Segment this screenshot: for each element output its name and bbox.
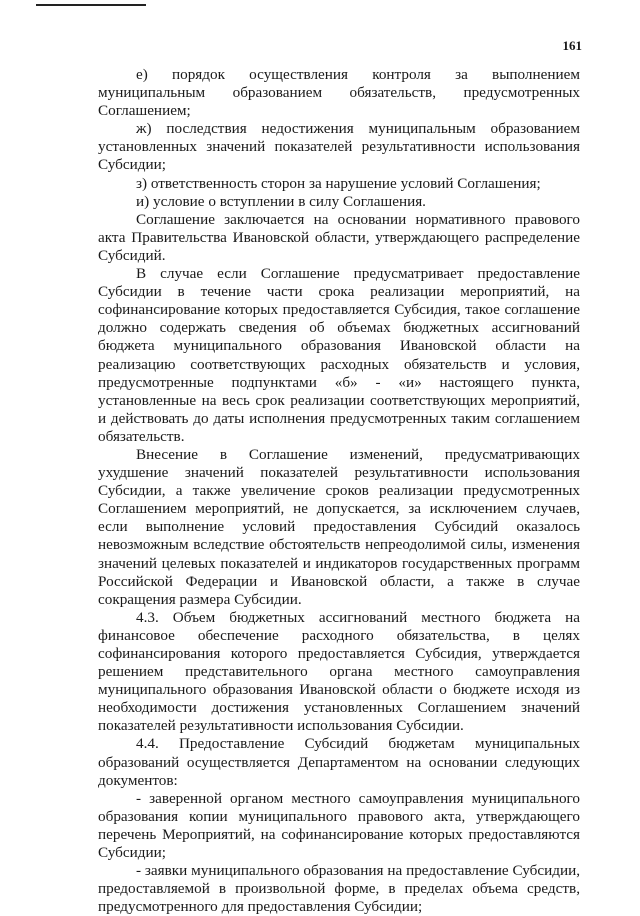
paragraph-partial-term: В случае если Соглашение предусматривает предоставление Субсидии в течение части срока реализации мероприятий, на софинансирование которых предоставляется Субсидия, такое соглашение должно содержать сведения об объемах бюджетных ассигнований бюджета муниципального образования Ивановской области на реализацию соответствующих расходных обязательств и условия, предусмотренные подпунктами «б» - «и» настоящего пункта, установленные на весь срок реализации соответствующих мероприятий, и действовать до даты исполнения предусмотренных таким соглашением обязательств.	[98, 265, 580, 445]
paragraph-dash-certified-copy: - заверенной органом местного самоуправления муниципального образования копии муниципального правового акта, утверждающего перечень Мероприятий, на софинансирование которых предоставляются Субсидии;	[98, 789, 580, 862]
paragraph-amendments: Внесение в Соглашение изменений, предусматривающих ухудшение значений показателей результативности использования Субсидии, а также увеличение сроков реализации предусмотренных Соглашением мероприятий, не допускается, за исключением случаев, если выполнение условий предоставления Субсидий оказалось невозможным вследствие обстоятельств непреодолимой силы, изменения значений целевых показателей и индикаторов государственных программ Российской Федерации и Ивановской области, а также в случае сокращения размера Субсидии.	[98, 445, 580, 608]
paragraph-agreement-basis: Соглашение заключается на основании нормативного правового акта Правительства Ивановской области, утверждающего распределение Субсидий.	[98, 210, 580, 264]
paragraph-item-i: и) условие о вступлении в силу Соглашения.	[136, 192, 426, 210]
top-rule-decoration	[36, 4, 146, 6]
paragraph-section-4-3: 4.3. Объем бюджетных ассигнований местного бюджета на финансовое обеспечение расходного обязательства, в целях софинансирования которого предоставляется Субсидия, утверждается решением представительного органа местного самоуправления муниципального образования Ивановской области о бюджете исходя из необходимости достижения установленных Соглашением значений показателей результативности использования Субсидии.	[98, 608, 580, 735]
paragraph-dash-application: - заявки муниципального образования на предоставление Субсидии, предоставляемой в произвольной форме, в пределах объема средств, предусмотренного для предоставления Субсидии;	[98, 862, 580, 916]
paragraph-item-e: е) порядок осуществления контроля за выполнением муниципальным образованием обязательств, предусмотренных Соглашением;	[98, 66, 580, 120]
paragraph-item-z: з) ответственность сторон за нарушение условий Соглашения;	[136, 174, 541, 192]
paragraph-item-zh: ж) последствия недостижения муниципальным образованием установленных значений показателей результативности использования Субсидии;	[98, 120, 580, 174]
paragraph-section-4-4: 4.4. Предоставление Субсидий бюджетам муниципальных образований осуществляется Департаментом на основании следующих документов:	[98, 735, 580, 789]
document-body	[98, 66, 580, 916]
page-number: 161	[562, 38, 582, 53]
